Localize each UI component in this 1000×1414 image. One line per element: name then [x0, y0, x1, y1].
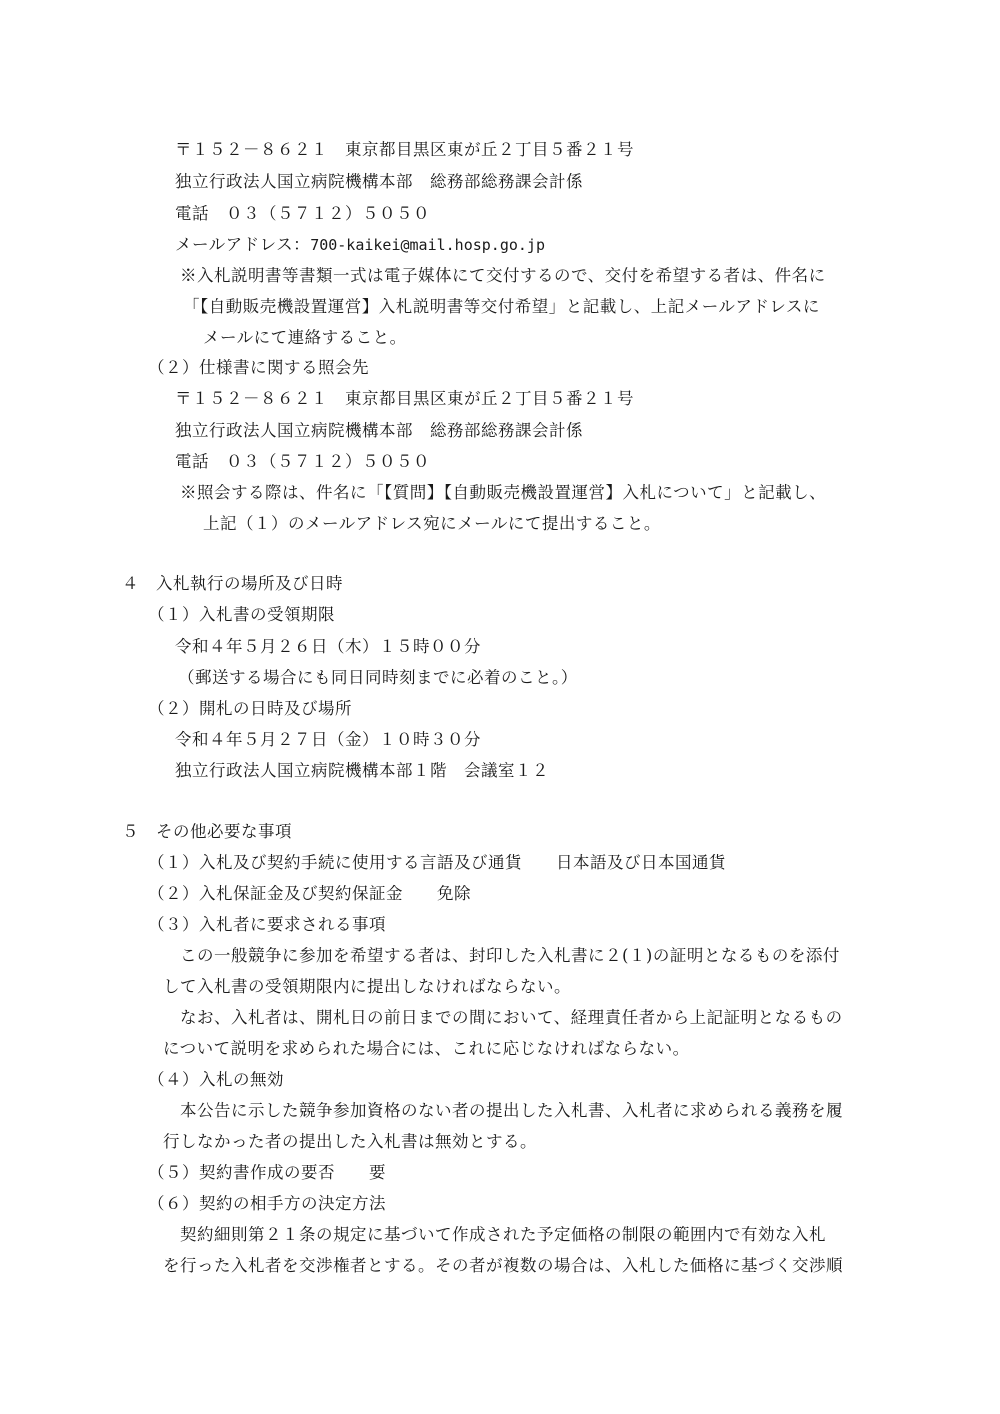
- opening-place: 独立行政法人国立病院機構本部１階 会議室１２: [175, 761, 549, 780]
- section-5-3-heading: （３）入札者に要求される事項: [148, 915, 386, 934]
- note-line-3: メールにて連絡すること。: [203, 328, 407, 347]
- section-5-6-heading: （６）契約の相手方の決定方法: [148, 1194, 386, 1213]
- phone-text-1: 電話 ０３（５７１２）５０５０: [175, 204, 430, 223]
- section-5-6-line1: 契約細則第２１条の規定に基づいて作成された予定価格の制限の範囲内で有効な入札: [180, 1225, 826, 1244]
- section-5-1: （１）入札及び契約手続に使用する言語及び通貨 日本語及び日本国通貨: [148, 853, 726, 872]
- mail-note: （郵送する場合にも同日同時刻までに必着のこと。）: [178, 668, 578, 687]
- section-3-2-heading: （２）仕様書に関する照会先: [148, 358, 369, 377]
- section-5-3-para2-line1: なお、入札者は、開札日の前日までの間において、経理責任者から上記証明となるもの: [180, 1008, 843, 1027]
- section-5-3-para1-line2: して入札書の受領期限内に提出しなければならない。: [163, 977, 571, 996]
- section-4-heading: ４ 入札執行の場所及び日時: [122, 574, 343, 593]
- note-line-2: 「【自動販売機設置運営】入札説明書等交付希望」と記載し、上記メールアドレスに: [183, 297, 820, 316]
- deadline-datetime: 令和４年５月２６日（木）１５時００分: [175, 637, 481, 656]
- section-5-heading: ５ その他必要な事項: [122, 822, 292, 841]
- email-line: [175, 234, 545, 256]
- section-5-5: （５）契約書作成の要否 要: [148, 1163, 386, 1182]
- section-5-2: （２）入札保証金及び契約保証金 免除: [148, 884, 471, 903]
- section-5-3-para1-line1: この一般競争に参加を希望する者は、封印した入札書に２(１)の証明となるものを添付: [180, 946, 840, 965]
- note-line-1: ※入札説明書等書類一式は電子媒体にて交付するので、交付を希望する者は、件名に: [180, 266, 826, 285]
- email-label: メールアドレス：: [175, 235, 311, 254]
- inquiry-note-line-2: 上記（１）のメールアドレス宛にメールにて提出すること。: [203, 514, 661, 533]
- section-4-2-heading: （２）開札の日時及び場所: [148, 699, 352, 718]
- office-line-2: 独立行政法人国立病院機構本部 総務部総務課会計係: [175, 421, 583, 440]
- address-line-1: 〒１５２－８６２１ 東京都目黒区東が丘２丁目５番２１号: [175, 140, 634, 159]
- opening-datetime: 令和４年５月２７日（金）１０時３０分: [175, 730, 481, 749]
- section-5-4-line2: 行しなかった者の提出した入札書は無効とする。: [163, 1132, 537, 1151]
- phone-line-1: [175, 203, 430, 225]
- section-5-6-line2: を行った入札者を交渉権者とする。その者が複数の場合は、入札した価格に基づく交渉順: [163, 1256, 843, 1275]
- phone-line-2: 電話 ０３（５７１２）５０５０: [175, 452, 430, 471]
- section-4-1-heading: （１）入札書の受領期限: [148, 605, 335, 624]
- section-5-3-para2-line2: について説明を求められた場合には、これに応じなければならない。: [163, 1039, 690, 1058]
- address-line-2: 〒１５２－８６２１ 東京都目黒区東が丘２丁目５番２１号: [175, 389, 634, 408]
- section-5-4-heading: （４）入札の無効: [148, 1070, 284, 1089]
- email-address-link[interactable]: 700-kaikei@mail.hosp.go.jp: [310, 236, 545, 254]
- inquiry-note-line-1: ※照会する際は、件名に「【質問】【自動販売機設置運営】入札について」と記載し、: [180, 483, 827, 502]
- section-5-4-line1: 本公告に示した競争参加資格のない者の提出した入札書、入札者に求められる義務を履: [180, 1101, 843, 1120]
- office-line-1: 独立行政法人国立病院機構本部 総務部総務課会計係: [175, 172, 583, 191]
